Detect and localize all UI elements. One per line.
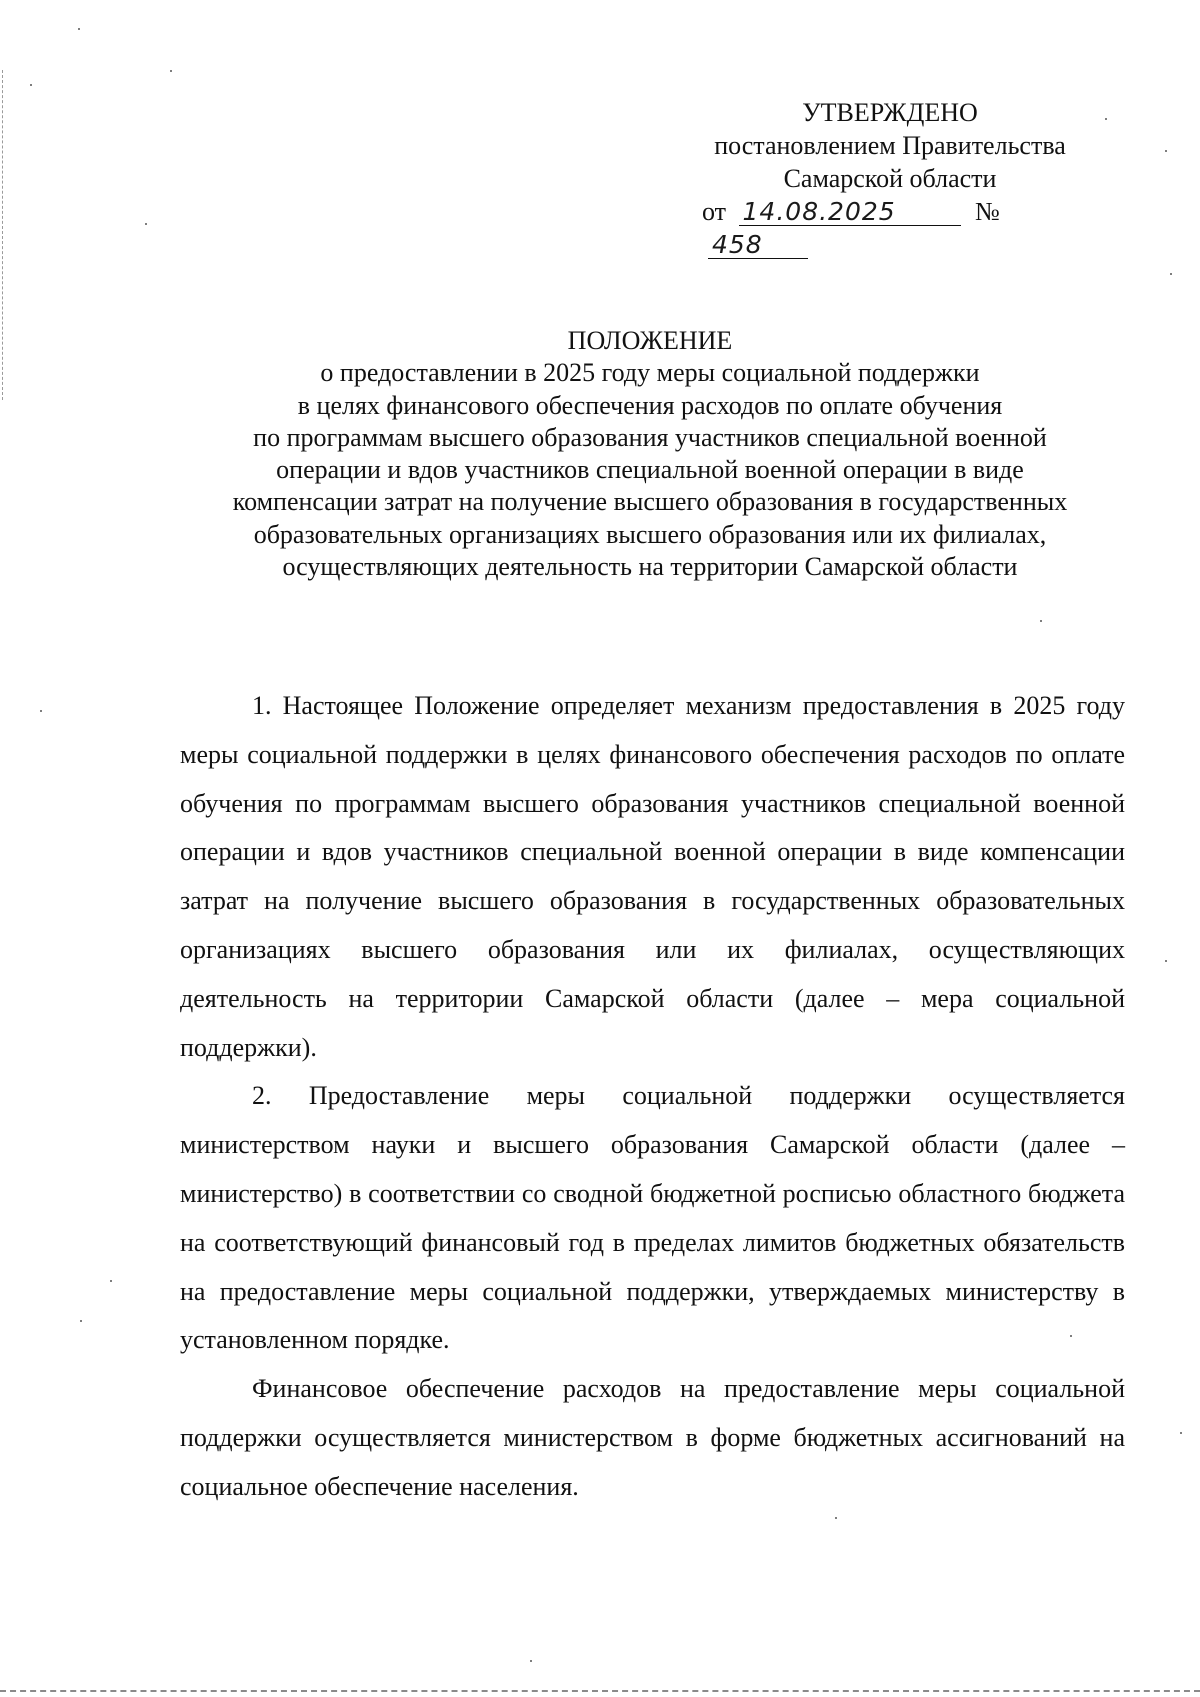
approval-line-1: постановлением Правительства <box>714 131 1066 160</box>
scan-speck <box>1105 118 1107 120</box>
title-line: операции и вдов участников специальной военной операции в виде <box>276 455 1024 485</box>
scan-speck <box>30 84 32 86</box>
approval-stamp-block <box>670 96 1110 261</box>
scan-speck <box>40 710 42 712</box>
scan-speck <box>1180 1432 1182 1434</box>
scan-speck <box>170 70 172 72</box>
approval-date-line <box>670 195 1110 261</box>
paragraph-2: 2. Предоставление меры социальной поддержки осуществляется министерством науки и высшего образования Самарской области (далее – министерство) в соответствии со сводной бюджетной росписью областного бюджета на соответствующий финансовый год в пределах лимитов бюджетных обязательств на предоставление меры социальной поддержки, утверждаемых министерству в установленном порядке. <box>180 1081 1125 1355</box>
scan-speck <box>110 1280 112 1282</box>
title-line: компенсации затрат на получение высшего образования в государственных <box>232 487 1068 517</box>
title-line: осуществляющих деятельность на территории Самарской области <box>282 552 1018 582</box>
scan-speck <box>145 223 147 225</box>
scan-speck <box>1165 150 1167 152</box>
handwritten-date: 14.08.2025 <box>739 199 961 226</box>
paragraph-1: 1. Настоящее Положение определяет механизм предоставления в 2025 году меры социальной поддержки в целях финансового обеспечения расходов по оплате обучения по программам высшего образования участников специальной военной операции и вдов участников специальной военной операции в виде компенсации затрат на получение высшего образования в государственных образовательных организациях высшего образования или их филиалах, осуществляющих деятельность на территории Самарской области (далее – мера социальной поддержки). <box>180 691 1125 1062</box>
scan-speck <box>1170 273 1172 275</box>
scan-speck <box>78 28 80 30</box>
scan-speck <box>80 1320 82 1322</box>
scan-speck <box>835 1517 837 1519</box>
title-line: образовательных организациях высшего образования или их филиалах, <box>253 519 1047 549</box>
document-body <box>180 682 1125 1512</box>
scan-speck <box>1070 1335 1072 1337</box>
number-prefix: № <box>975 197 1000 226</box>
title-line: по программам высшего образования участников специальной военной <box>253 422 1047 452</box>
document-title: ПОЛОЖЕНИЕ <box>567 326 733 355</box>
approval-line-2: Самарской области <box>783 164 997 193</box>
scan-edge-mark <box>2 70 3 400</box>
title-line: о предоставлении в 2025 году меры социальной поддержки <box>320 358 980 388</box>
handwritten-number: 458 <box>708 232 808 259</box>
approval-heading: УТВЕРЖДЕНО <box>802 98 978 127</box>
document-title-block <box>150 325 1150 583</box>
date-prefix: от <box>702 197 727 226</box>
paragraph-3: Финансовое обеспечение расходов на предоставление меры социальной поддержки осуществляется министерством в форме бюджетных ассигнований на социальное обеспечение населения. <box>180 1374 1125 1501</box>
scan-speck <box>1040 620 1042 622</box>
scan-bottom-edge <box>0 1690 1200 1692</box>
scan-speck <box>530 1660 532 1662</box>
title-line: в целях финансового обеспечения расходов по оплате обучения <box>297 390 1003 420</box>
scan-speck <box>1165 960 1167 962</box>
